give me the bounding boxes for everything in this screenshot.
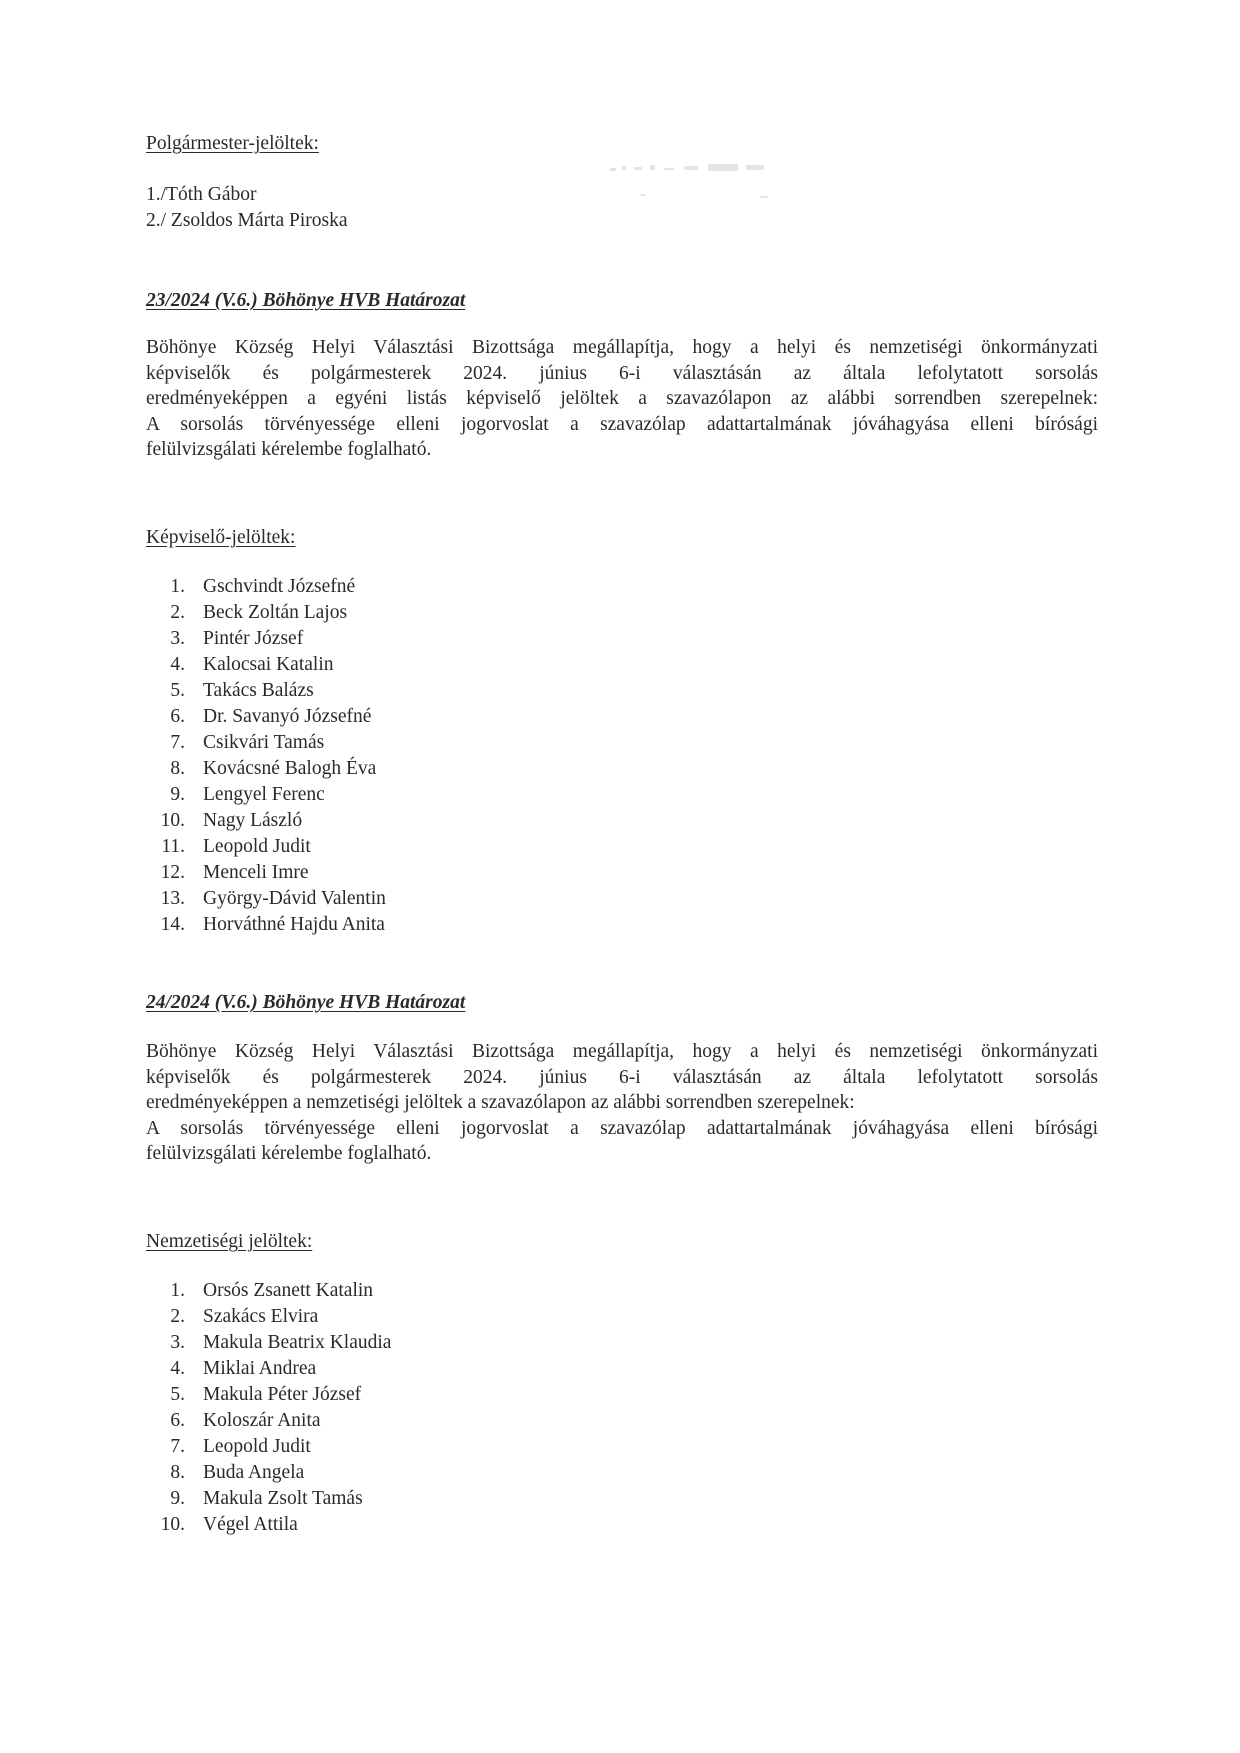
list-item-name: Kovácsné Balogh Éva xyxy=(203,758,377,779)
list-item xyxy=(146,1460,391,1486)
resolution-24-title: 24/2024 (V.6.) Böhönye HVB Határozat xyxy=(146,992,466,1013)
list-item-number: 9. xyxy=(170,1488,185,1509)
list-item-name: Koloszár Anita xyxy=(203,1410,321,1431)
faint-stamp-mark xyxy=(600,150,860,210)
list-item xyxy=(146,860,386,886)
list-item xyxy=(146,626,386,652)
list-item-name: Végel Attila xyxy=(203,1514,298,1535)
list-item-number: 6. xyxy=(170,1410,185,1431)
list-item-name: Nagy László xyxy=(203,810,303,831)
resolution-23-title: 23/2024 (V.6.) Böhönye HVB Határozat xyxy=(146,290,466,311)
list-item-number: 4. xyxy=(170,1358,185,1379)
stamp-ghost-icon xyxy=(600,150,860,210)
list-item-number: 1. xyxy=(170,1280,185,1301)
list-item xyxy=(146,756,386,782)
list-item xyxy=(146,1278,391,1304)
list-item xyxy=(146,1330,391,1356)
list-item-name: Horváthné Hajdu Anita xyxy=(203,914,385,935)
list-item-name: Buda Angela xyxy=(203,1462,305,1483)
list-item-name: Takács Balázs xyxy=(203,680,314,701)
list-item xyxy=(146,834,386,860)
list-item-number: 6. xyxy=(170,706,185,727)
list-item-name: Beck Zoltán Lajos xyxy=(203,602,348,623)
list-item xyxy=(146,1512,391,1538)
list-item-number: 5. xyxy=(170,1384,185,1405)
list-item-number: 4. xyxy=(170,654,185,675)
representative-candidates-heading: Képviselő-jelöltek: xyxy=(146,527,296,548)
list-item-name: Kalocsai Katalin xyxy=(203,654,334,675)
resolution-24-line-5: felülvizsgálati kérelembe foglalható. xyxy=(146,1143,432,1164)
resolution-24-line-2: képviselők és polgármesterek 2024. június 6-i választásán az általa lefolytatott sorsolás xyxy=(146,1066,1098,1088)
list-item-name: Leopold Judit xyxy=(203,836,311,857)
list-item xyxy=(146,600,386,626)
list-item-number: 2. xyxy=(170,602,185,623)
list-item-number: 10. xyxy=(160,810,185,831)
list-item-name: Szakács Elvira xyxy=(203,1306,319,1327)
resolution-24-line-1: Böhönye Község Helyi Választási Bizottsága megállapítja, hogy a helyi és nemzetiségi önkormányzati xyxy=(146,1041,1098,1062)
list-item-name: Miklai Andrea xyxy=(203,1358,317,1379)
list-item-number: 1. xyxy=(170,576,185,597)
list-item-name: Csikvári Tamás xyxy=(203,732,325,753)
list-item-number: 13. xyxy=(160,888,185,909)
list-item-number: 2. xyxy=(170,1306,185,1327)
list-item xyxy=(146,730,386,756)
list-item-name: Menceli Imre xyxy=(203,862,309,883)
resolution-24-line-3: eredményeképpen a nemzetiségi jelöltek a szavazólapon az alábbi sorrendben szerepelnek: xyxy=(146,1092,855,1113)
resolution-24-line-4: A sorsolás törvényessége elleni jogorvoslat a szavazólap adattartalmának jóváhagyása elleni bírósági xyxy=(146,1117,1098,1139)
resolution-23-line-5: felülvizsgálati kérelembe foglalható. xyxy=(146,439,432,460)
list-item xyxy=(146,808,386,834)
list-item-name: Makula Péter József xyxy=(203,1384,362,1405)
list-item-number: 5. xyxy=(170,680,185,701)
list-item-number: 7. xyxy=(170,732,185,753)
list-item-name: Pintér József xyxy=(203,628,304,649)
list-item-name: Dr. Savanyó Józsefné xyxy=(203,706,372,727)
mayor-candidate-2: 2./ Zsoldos Márta Piroska xyxy=(146,210,348,231)
mayor-candidates-heading: Polgármester-jelöltek: xyxy=(146,133,319,154)
list-item xyxy=(146,678,386,704)
list-item-number: 8. xyxy=(170,758,185,779)
list-item xyxy=(146,574,386,600)
list-item-name: Lengyel Ferenc xyxy=(203,784,325,805)
resolution-23-line-4: A sorsolás törvényessége elleni jogorvoslat a szavazólap adattartalmának jóváhagyása elleni bírósági xyxy=(146,413,1098,435)
mayor-candidate-list xyxy=(146,182,347,234)
resolution-24-paragraph xyxy=(146,1039,1098,1167)
list-item xyxy=(146,1486,391,1512)
resolution-23-paragraph xyxy=(146,335,1098,463)
resolution-23-line-3: eredményeképpen a egyéni listás képviselő jelöltek a szavazólapon az alábbi sorrendben szerepelnek: xyxy=(146,388,1098,409)
list-item-number: 8. xyxy=(170,1462,185,1483)
list-item xyxy=(146,704,386,730)
list-item xyxy=(146,1408,391,1434)
list-item-number: 3. xyxy=(170,1332,185,1353)
list-item-name: Leopold Judit xyxy=(203,1436,311,1457)
resolution-23-line-1: Böhönye Község Helyi Választási Bizottsága megállapítja, hogy a helyi és nemzetiségi önkormányzati xyxy=(146,337,1098,358)
list-item xyxy=(146,782,386,808)
list-item-name: Gschvindt Józsefné xyxy=(203,576,356,597)
list-item xyxy=(146,1356,391,1382)
list-item-number: 3. xyxy=(170,628,185,649)
list-item xyxy=(146,1304,391,1330)
list-item-name: Makula Zsolt Tamás xyxy=(203,1488,363,1509)
list-item-number: 12. xyxy=(160,862,185,883)
list-item-number: 9. xyxy=(170,784,185,805)
list-item-number: 14. xyxy=(160,914,185,935)
representative-candidate-list xyxy=(146,574,386,938)
list-item xyxy=(146,652,386,678)
list-item-name: Orsós Zsanett Katalin xyxy=(203,1280,374,1301)
list-item-name: Makula Beatrix Klaudia xyxy=(203,1332,392,1353)
list-item xyxy=(146,1382,391,1408)
list-item-number: 10. xyxy=(160,1514,185,1535)
list-item xyxy=(146,886,386,912)
list-item-name: György-Dávid Valentin xyxy=(203,888,386,909)
list-item xyxy=(146,912,386,938)
nationality-candidates-heading: Nemzetiségi jelöltek: xyxy=(146,1231,313,1252)
list-item xyxy=(146,1434,391,1460)
list-item-number: 7. xyxy=(170,1436,185,1457)
nationality-candidate-list xyxy=(146,1278,391,1538)
list-item-number: 11. xyxy=(161,836,185,857)
mayor-candidate-1: 1./Tóth Gábor xyxy=(146,184,257,205)
resolution-23-line-2: képviselők és polgármesterek 2024. június 6-i választásán az általa lefolytatott sorsolás xyxy=(146,362,1098,384)
